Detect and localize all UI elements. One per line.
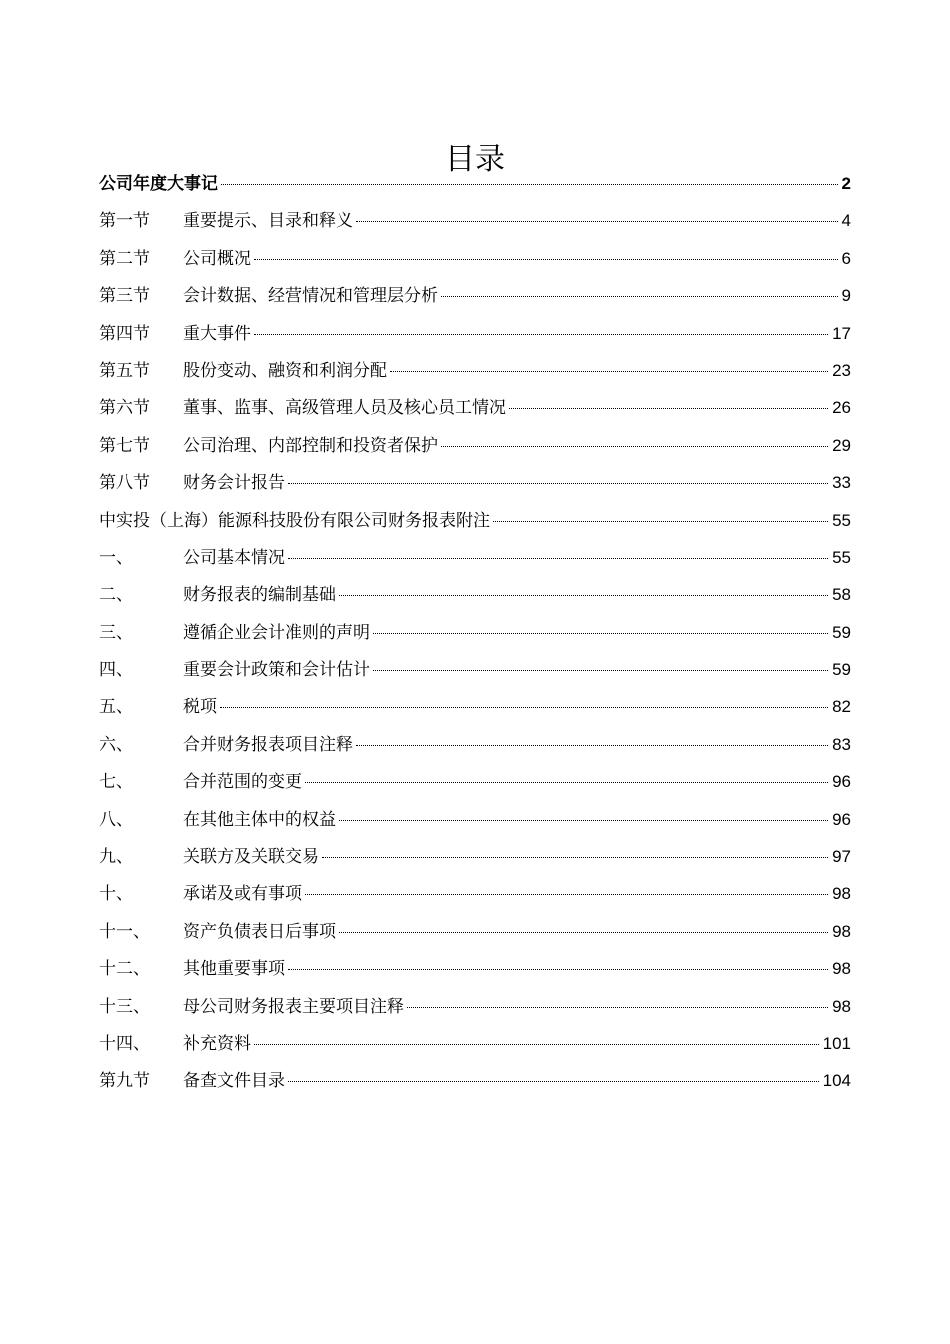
toc-entry-page-number: 104 xyxy=(822,1071,851,1091)
toc-entry-page-number: 26 xyxy=(832,398,851,418)
toc-entry-page-number: 97 xyxy=(832,847,851,867)
toc-entry-number: 八、 xyxy=(99,809,133,830)
toc-entry-page-number: 96 xyxy=(832,772,851,792)
toc-entry[interactable] xyxy=(99,315,851,352)
toc-entry-title: 合并范围的变更 xyxy=(183,772,302,793)
toc-entry-number: 第一节 xyxy=(99,211,150,232)
toc-entry-page-number: 101 xyxy=(822,1033,851,1053)
toc-entry-number: 十二、 xyxy=(99,959,150,980)
dot-leader xyxy=(493,521,828,522)
dot-leader xyxy=(373,670,828,671)
toc-entry-title: 补充资料 xyxy=(183,1033,251,1054)
toc-entry[interactable] xyxy=(99,913,851,950)
dot-leader xyxy=(254,334,828,335)
toc-entry-title: 财务会计报告 xyxy=(183,473,285,494)
toc-entry[interactable] xyxy=(99,875,851,912)
dot-leader xyxy=(441,446,828,447)
toc-entry[interactable] xyxy=(99,240,851,277)
toc-entry-title: 遵循企业会计准则的声明 xyxy=(183,622,370,643)
toc-entry-number: 九、 xyxy=(99,847,133,868)
toc-entry-page-number: 98 xyxy=(832,959,851,979)
toc-entry-title: 会计数据、经营情况和管理层分析 xyxy=(183,286,438,307)
toc-entry-number: 三、 xyxy=(99,622,133,643)
toc-entry[interactable] xyxy=(99,1062,851,1099)
toc-entry-page-number: 55 xyxy=(832,510,851,530)
dot-leader xyxy=(509,408,828,409)
toc-entry[interactable] xyxy=(99,1025,851,1062)
dot-leader xyxy=(322,857,828,858)
toc-entry-page-number: 59 xyxy=(832,622,851,642)
dot-leader xyxy=(407,1007,828,1008)
toc-entry[interactable] xyxy=(99,202,851,239)
toc-entry-title: 备查文件目录 xyxy=(183,1071,285,1092)
toc-entry-page-number: 58 xyxy=(832,585,851,605)
dot-leader xyxy=(373,633,828,634)
toc-entry[interactable] xyxy=(99,838,851,875)
toc-entry-page-number: 82 xyxy=(832,697,851,717)
toc-entry[interactable] xyxy=(99,464,851,501)
toc-entry[interactable] xyxy=(99,576,851,613)
toc-entry-page-number: 9 xyxy=(841,286,851,306)
dot-leader xyxy=(305,782,828,783)
toc-entry[interactable] xyxy=(99,651,851,688)
toc-entry-number: 一、 xyxy=(99,547,133,568)
toc-entry-page-number: 98 xyxy=(832,884,851,904)
toc-entry-title: 中实投（上海）能源科技股份有限公司财务报表附注 xyxy=(99,510,490,531)
dot-leader xyxy=(356,745,828,746)
toc-entry-title: 关联方及关联交易 xyxy=(183,847,319,868)
toc-entry[interactable] xyxy=(99,614,851,651)
toc-entry-title: 在其他主体中的权益 xyxy=(183,809,336,830)
toc-entry-number: 五、 xyxy=(99,697,133,718)
toc-entry-title: 公司年度大事记 xyxy=(99,174,218,194)
toc-entry[interactable] xyxy=(99,801,851,838)
toc-entry[interactable] xyxy=(99,688,851,725)
toc-entry-title: 其他重要事项 xyxy=(183,959,285,980)
toc-entry-number: 第七节 xyxy=(99,435,150,456)
page-title: 目录 xyxy=(445,142,505,178)
toc-entry[interactable] xyxy=(99,726,851,763)
dot-leader xyxy=(221,184,838,185)
toc-entry-number: 第五节 xyxy=(99,360,150,381)
toc-entry-page-number: 23 xyxy=(832,360,851,380)
toc-entry-page-number: 2 xyxy=(841,174,851,193)
toc-entry-title: 董事、监事、高级管理人员及核心员工情况 xyxy=(183,398,506,419)
toc-entry-page-number: 83 xyxy=(832,734,851,754)
toc-entry-number: 十四、 xyxy=(99,1033,150,1054)
toc-entry-number: 四、 xyxy=(99,660,133,681)
toc-entry-number: 第二节 xyxy=(99,248,150,269)
dot-leader xyxy=(356,221,838,222)
toc-entry-number: 十、 xyxy=(99,884,133,905)
toc-entry[interactable] xyxy=(99,763,851,800)
toc-entry[interactable] xyxy=(99,427,851,464)
dot-leader xyxy=(305,894,828,895)
toc-entry-page-number: 4 xyxy=(841,211,851,231)
toc-entry-title: 母公司财务报表主要项目注释 xyxy=(183,996,404,1017)
toc-entry-number: 第四节 xyxy=(99,323,150,344)
toc-entry-page-number: 98 xyxy=(832,921,851,941)
dot-leader xyxy=(441,296,838,297)
toc-entry[interactable] xyxy=(99,165,851,202)
toc-entry-number: 六、 xyxy=(99,734,133,755)
toc-entry-title: 重要会计政策和会计估计 xyxy=(183,660,370,681)
toc-entry-number: 第六节 xyxy=(99,398,150,419)
toc-entry-page-number: 33 xyxy=(832,473,851,493)
dot-leader xyxy=(339,820,828,821)
toc-entry-page-number: 59 xyxy=(832,660,851,680)
toc-entry[interactable] xyxy=(99,277,851,314)
dot-leader xyxy=(220,707,828,708)
dot-leader xyxy=(254,1044,819,1045)
toc-entry[interactable] xyxy=(99,389,851,426)
toc-entry-title: 税项 xyxy=(183,697,217,718)
toc-entry-page-number: 55 xyxy=(832,547,851,567)
toc-entry-number: 七、 xyxy=(99,772,133,793)
toc-entry-page-number: 98 xyxy=(832,996,851,1016)
toc-entry-number: 十三、 xyxy=(99,996,150,1017)
table-of-contents xyxy=(99,165,851,1100)
toc-entry[interactable] xyxy=(99,352,851,389)
toc-entry-page-number: 6 xyxy=(841,248,851,268)
toc-entry-title: 公司概况 xyxy=(183,248,251,269)
dot-leader xyxy=(339,595,828,596)
dot-leader xyxy=(288,969,828,970)
toc-entry-number: 十一、 xyxy=(99,921,150,942)
toc-entry-number: 第八节 xyxy=(99,473,150,494)
toc-entry-number: 二、 xyxy=(99,585,133,606)
toc-entry-title: 重大事件 xyxy=(183,323,251,344)
toc-entry-page-number: 96 xyxy=(832,809,851,829)
toc-entry-page-number: 29 xyxy=(832,435,851,455)
toc-entry[interactable] xyxy=(99,539,851,576)
toc-entry[interactable] xyxy=(99,988,851,1025)
toc-entry-number: 第三节 xyxy=(99,286,150,307)
dot-leader xyxy=(288,483,828,484)
toc-entry-title: 资产负债表日后事项 xyxy=(183,921,336,942)
toc-entry-title: 股份变动、融资和利润分配 xyxy=(183,360,387,381)
toc-entry-title: 财务报表的编制基础 xyxy=(183,585,336,606)
toc-entry-title: 公司基本情况 xyxy=(183,547,285,568)
dot-leader xyxy=(288,558,828,559)
toc-entry-number: 第九节 xyxy=(99,1071,150,1092)
toc-entry[interactable] xyxy=(99,950,851,987)
dot-leader xyxy=(288,1081,819,1082)
dot-leader xyxy=(390,371,828,372)
dot-leader xyxy=(339,932,828,933)
toc-entry-title: 合并财务报表项目注释 xyxy=(183,734,353,755)
toc-entry-title: 公司治理、内部控制和投资者保护 xyxy=(183,435,438,456)
toc-entry[interactable] xyxy=(99,502,851,539)
toc-entry-title: 承诺及或有事项 xyxy=(183,884,302,905)
toc-entry-page-number: 17 xyxy=(832,323,851,343)
toc-entry-title: 重要提示、目录和释义 xyxy=(183,211,353,232)
dot-leader xyxy=(254,259,838,260)
